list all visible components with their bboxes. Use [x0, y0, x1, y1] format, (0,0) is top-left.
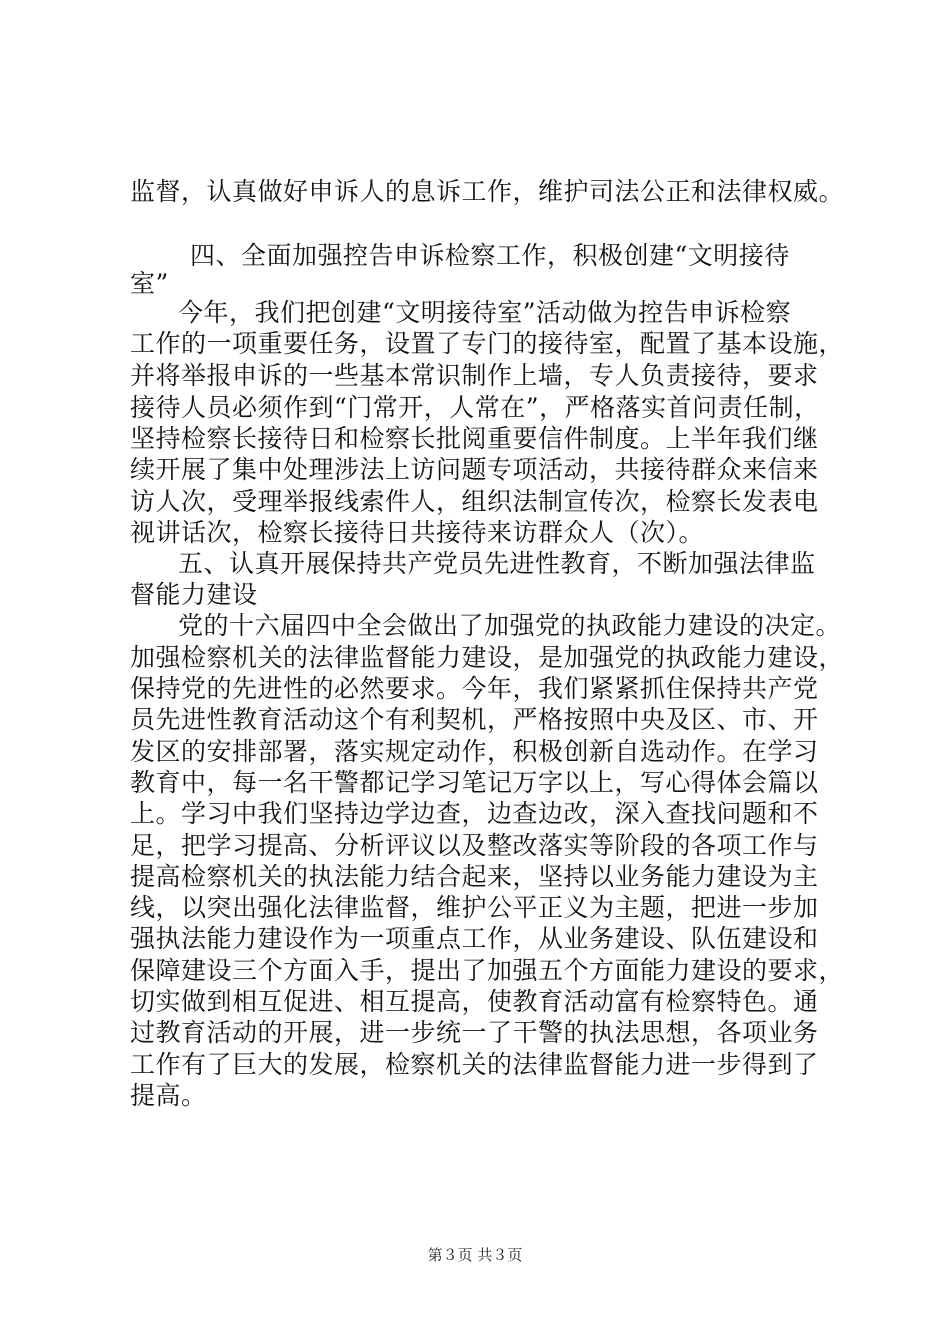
paragraph-line: 并将举报申诉的一些基本常识制作上墙，专人负责接待，要求: [130, 361, 819, 390]
paragraph-line: 访人次，受理举报线索件人，组织法制宣传次，检察长发表电: [130, 487, 819, 516]
paragraph-line: 保持党的先进性的必然要求。今年，我们紧紧抓住保持共产党: [130, 674, 819, 703]
paragraph-line: 上。学习中我们坚持边学边查，边查边改，深入查找问题和不: [130, 799, 819, 828]
section-heading-line: 四、全面加强控告申诉检察工作，积极创建“文明接待: [190, 241, 790, 270]
paragraph-line: 续开展了集中处理涉法上访问题专项活动，共接待群众来信来: [130, 455, 819, 484]
paragraph-line: 工作的一项重要任务，设置了专门的接待室，配置了基本设施，: [130, 329, 845, 358]
paragraph-line: 足，把学习提高、分析评议以及整改落实等阶段的各项工作与: [130, 831, 819, 860]
paragraph-line: 强执法能力建设作为一项重点工作，从业务建设、队伍建设和: [130, 924, 819, 953]
section-heading-line: 督能力建设: [130, 580, 258, 609]
paragraph-line: 保障建设三个方面入手，提出了加强五个方面能力建设的要求，: [130, 956, 845, 985]
section-heading-line: 五、认真开展保持共产党员先进性教育，不断加强法律监: [178, 549, 816, 578]
paragraph-line: 发区的安排部署，落实规定动作，积极创新自选动作。在学习: [130, 737, 819, 766]
paragraph-line: 坚持检察长接待日和检察长批阅重要信件制度。上半年我们继: [130, 424, 819, 453]
paragraph-line: 今年，我们把创建“文明接待室”活动做为控告申诉检察: [178, 298, 792, 327]
paragraph-line: 切实做到相互促进、相互提高，使教育活动富有检察特色。通: [130, 987, 819, 1016]
paragraph-line: 教育中，每一名干警都记学习笔记万字以上，写心得体会篇以: [130, 768, 819, 797]
paragraph-line: 过教育活动的开展，进一步统一了干警的执法思想，各项业务: [130, 1018, 819, 1047]
page-number-footer: 第３页 共３页: [427, 1246, 523, 1264]
paragraph-line: 加强检察机关的法律监督能力建设，是加强党的执政能力建设，: [130, 643, 845, 672]
paragraph-line: 线，以突出强化法律监督，维护公平正义为主题，把进一步加: [130, 893, 819, 922]
paragraph-line: 监督，认真做好申诉人的息诉工作，维护司法公正和法律权威。: [130, 177, 845, 206]
paragraph-line: 提高检察机关的执法能力结合起来，坚持以业务能力建设为主: [130, 862, 819, 891]
paragraph-line: 党的十六届四中全会做出了加强党的执政能力建设的决定。: [178, 611, 842, 640]
paragraph-line: 提高。: [130, 1081, 207, 1110]
paragraph-line: 员先进性教育活动这个有利契机，严格按照中央及区、市、开: [130, 705, 819, 734]
paragraph-line: 工作有了巨大的发展，检察机关的法律监督能力进一步得到了: [130, 1050, 819, 1079]
paragraph-line: 视讲话次，检察长接待日共接待来访群众人（次）。: [130, 518, 705, 547]
section-heading-line: 室”: [130, 269, 169, 298]
paragraph-line: 接待人员必须作到“门常开，人常在”，严格落实首问责任制，: [130, 393, 820, 422]
